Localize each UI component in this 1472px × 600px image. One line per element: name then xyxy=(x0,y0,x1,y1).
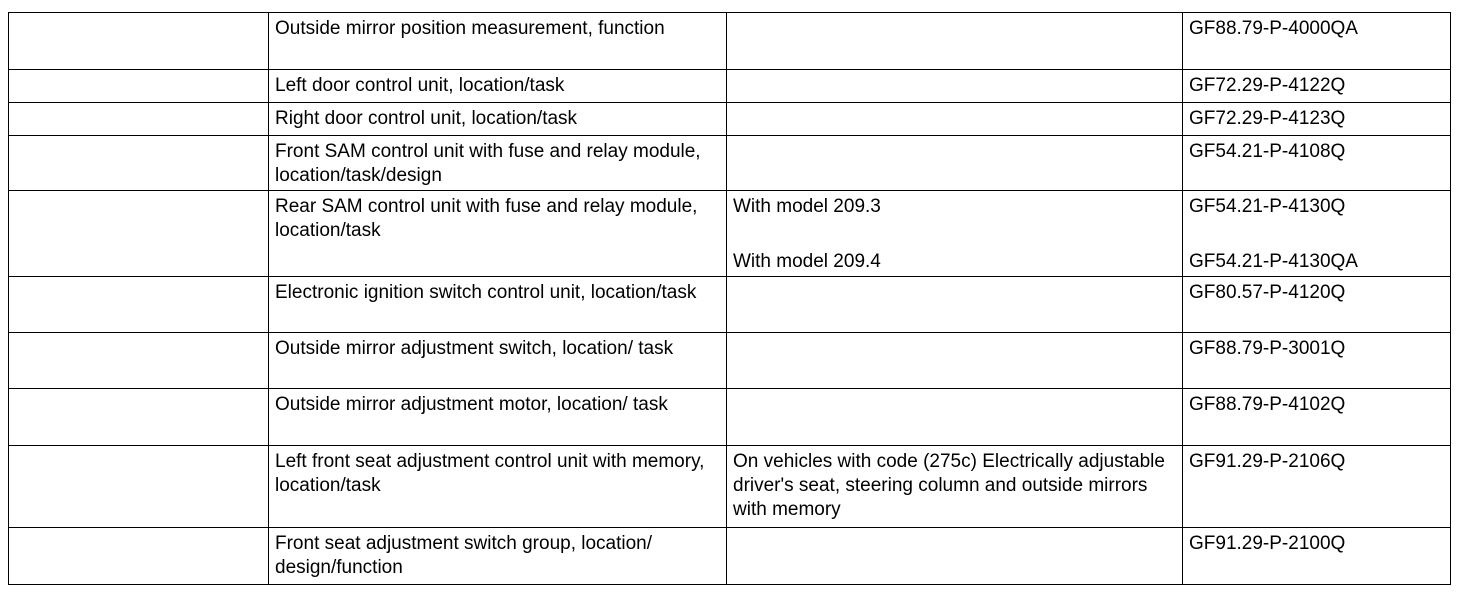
table-row xyxy=(9,333,1451,389)
description-cell: Outside mirror adjustment motor, location/ task xyxy=(269,389,727,446)
empty-cell xyxy=(9,446,269,528)
document-reference-line: GF54.21-P-4130Q xyxy=(1189,196,1346,217)
empty-cell xyxy=(9,333,269,389)
empty-cell xyxy=(9,528,269,585)
description-cell: Front SAM control unit with fuse and relay module, location/task/design xyxy=(269,136,727,191)
description-cell: Front seat adjustment switch group, location/ design/function xyxy=(269,528,727,585)
condition-cell xyxy=(727,333,1183,389)
document-reference-cell: GF72.29-P-4123Q xyxy=(1183,103,1451,136)
document-reference-cell: GF54.21-P-4108Q xyxy=(1183,136,1451,191)
condition-cell: On vehicles with code (275c) Electrically adjustable driver's seat, steering column and outside mirrors with memory xyxy=(727,446,1183,528)
table-row xyxy=(9,446,1451,528)
empty-cell xyxy=(9,191,269,277)
description-cell: Outside mirror position measurement, function xyxy=(269,13,727,70)
condition-cell xyxy=(727,389,1183,446)
condition-cell xyxy=(727,103,1183,136)
description-cell: Electronic ignition switch control unit, location/task xyxy=(269,277,727,333)
document-reference-line: GF54.21-P-4130QA xyxy=(1189,251,1358,272)
description-cell: Rear SAM control unit with fuse and relay module, location/task xyxy=(269,191,727,277)
document-reference-cell: GF91.29-P-2106Q xyxy=(1183,446,1451,528)
condition-cell xyxy=(727,13,1183,70)
condition-cell xyxy=(727,277,1183,333)
condition-cell xyxy=(727,528,1183,585)
document-reference-cell: GF80.57-P-4120Q xyxy=(1183,277,1451,333)
condition-cell xyxy=(727,191,1183,277)
table-row xyxy=(9,136,1451,191)
document-reference-cell: GF72.29-P-4122Q xyxy=(1183,70,1451,103)
empty-cell xyxy=(9,389,269,446)
condition-cell xyxy=(727,70,1183,103)
table-row xyxy=(9,389,1451,446)
document-reference-cell: GF88.79-P-4102Q xyxy=(1183,389,1451,446)
empty-cell xyxy=(9,277,269,333)
document-reference-cell: GF91.29-P-2100Q xyxy=(1183,528,1451,585)
description-cell: Outside mirror adjustment switch, location/ task xyxy=(269,333,727,389)
table-row xyxy=(9,277,1451,333)
document-reference-cell: GF88.79-P-3001Q xyxy=(1183,333,1451,389)
document-reference-cell xyxy=(1183,191,1451,277)
reference-table xyxy=(8,12,1451,585)
empty-cell xyxy=(9,13,269,70)
empty-cell xyxy=(9,70,269,103)
condition-line: With model 209.4 xyxy=(733,251,881,272)
document-reference-cell: GF88.79-P-4000QA xyxy=(1183,13,1451,70)
description-cell: Left door control unit, location/task xyxy=(269,70,727,103)
table-row xyxy=(9,191,1451,277)
table-row xyxy=(9,103,1451,136)
empty-cell xyxy=(9,136,269,191)
description-cell: Right door control unit, location/task xyxy=(269,103,727,136)
table-row xyxy=(9,13,1451,70)
condition-line: With model 209.3 xyxy=(733,196,881,217)
description-cell: Left front seat adjustment control unit with memory, location/task xyxy=(269,446,727,528)
table-row xyxy=(9,528,1451,585)
table-row xyxy=(9,70,1451,103)
empty-cell xyxy=(9,103,269,136)
condition-cell xyxy=(727,136,1183,191)
